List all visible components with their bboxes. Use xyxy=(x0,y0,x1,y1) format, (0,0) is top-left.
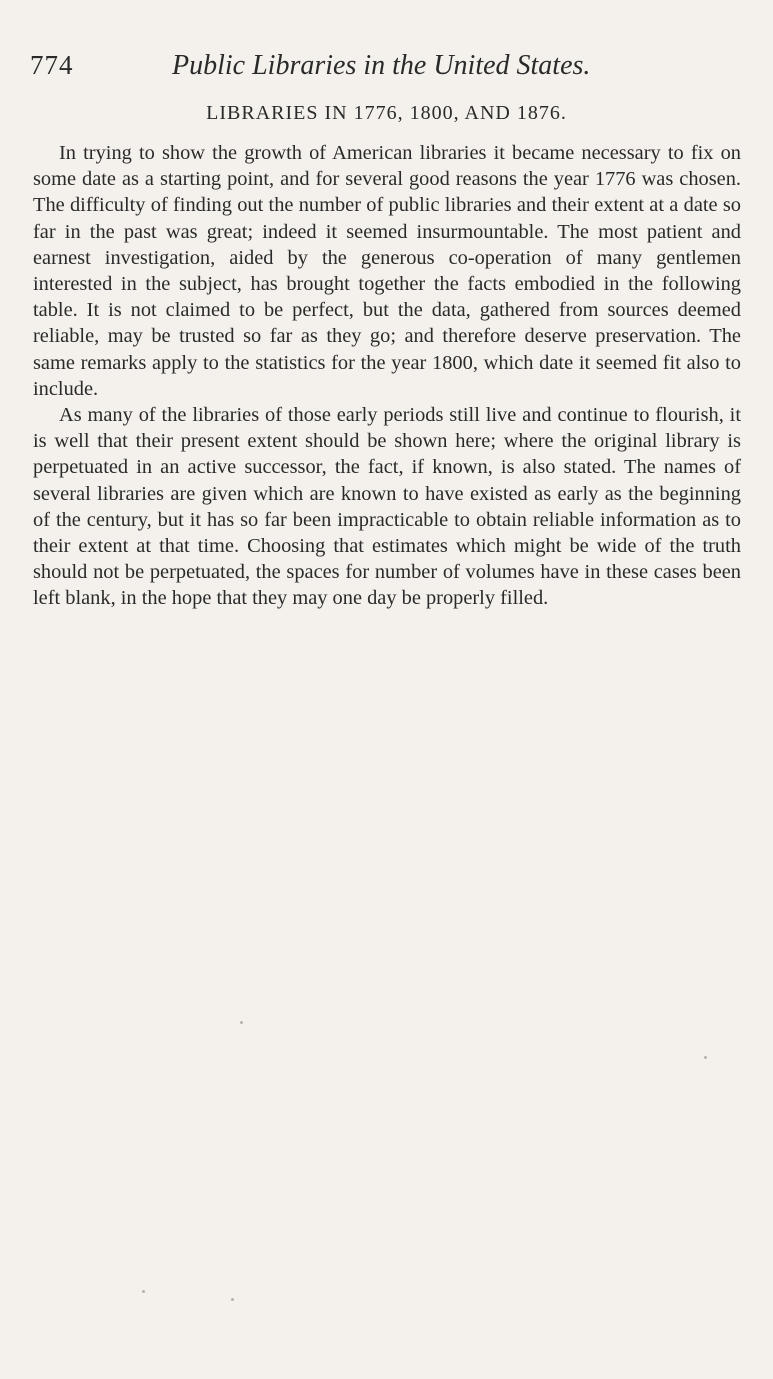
paper-speck xyxy=(704,1056,707,1059)
body-text xyxy=(33,140,741,612)
paper-speck xyxy=(142,1290,145,1293)
page-number: 774 xyxy=(30,50,74,80)
paper-speck xyxy=(240,1021,243,1024)
paragraph-2: As many of the libraries of those early periods still live and continue to flourish, it is well that their present extent should be shown here; where the original library is perpetuated in an active successor, the fact, if known, is also stated. The names of several libraries are given which are known to have existed as early as the beginning of the century, but it has so far been impracticable to obtain reliable information as to their extent at that time. Choosing that estimates which might be wide of the truth should not be perpetuated, the spaces for number of volumes have in these cases been left blank, in the hope that they may one day be properly filled. xyxy=(33,404,741,610)
section-title: LIBRARIES IN 1776, 1800, AND 1876. xyxy=(206,102,567,124)
paragraph-1: In trying to show the growth of American libraries it became necessary to fix on some date as a starting point, and for several good reasons the year 1776 was chosen. The difficulty of finding out the number of public libraries and their extent at a date so far in the past was great; indeed it seemed insurmountable. The most patient and earnest investigation, aided by the generous co-operation of many gentlemen interested in the subject, has brought together the facts embodied in the following table. It is not claimed to be perfect, but the data, gathered from sources deemed reliable, may be trusted so far as they go; and therefore deserve preservation. The same remarks apply to the statistics for the year 1800, which date it seemed fit also to include. xyxy=(33,142,741,400)
paper-speck xyxy=(231,1298,234,1301)
running-head: Public Libraries in the United States. xyxy=(172,50,591,81)
